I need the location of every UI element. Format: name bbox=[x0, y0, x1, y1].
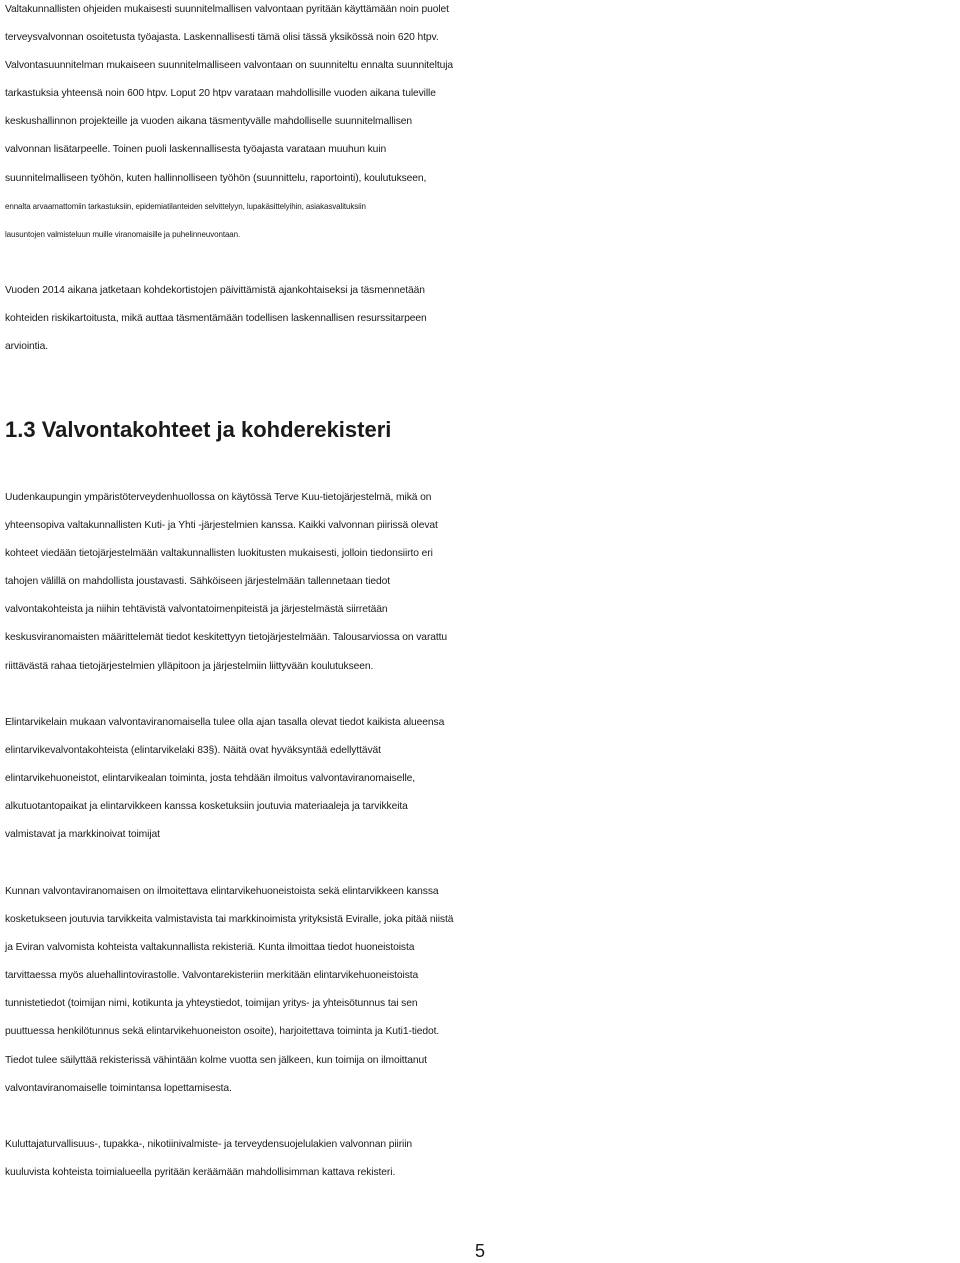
text-line: valvontaviranomaiselle toimintansa lopettamisesta. bbox=[5, 1082, 232, 1094]
text-line: ja Eviran valvomista kohteista valtakunnallista rekisteriä. Kunta ilmoittaa tiedot huoneistoista bbox=[5, 942, 415, 954]
text-line: kuuluvista kohteista toimialueella pyritään keräämään mahdollisimman kattava rekisteri. bbox=[5, 1167, 396, 1179]
text-line: lausuntojen valmisteluun muille viranomaisille ja puhelinneuvontaan. bbox=[5, 229, 241, 239]
text-line: terveysvalvonnan osoitetusta työajasta. Laskennallisesti tämä olisi tässä yksikössä noin 620 htpv. bbox=[5, 32, 439, 44]
paragraph-municipal-reporting bbox=[5, 878, 957, 1103]
text-line: Tiedot tulee säilyttää rekisterissä vähintään kolme vuotta sen jälkeen, kun toimija on ilmoittanut bbox=[5, 1054, 427, 1066]
paragraph-workload-allocation bbox=[5, 0, 957, 249]
text-line: kohteiden riskikartoitusta, mikä auttaa täsmentämään todellisen laskennallisen resurssitarpeen bbox=[5, 313, 427, 325]
text-line: Vuoden 2014 aikana jatketaan kohdekortistojen päivittämistä ajankohtaiseksi ja täsmennetään bbox=[5, 285, 425, 296]
text-line: alkutuotantopaikat ja elintarvikkeen kanssa kosketuksiin joutuvia materiaaleja ja tarvikkeita bbox=[5, 801, 408, 813]
text-line: Uudenkaupungin ympäristöterveydenhuollossa on käytössä Terve Kuu-tietojärjestelmä, mikä on bbox=[5, 492, 432, 503]
text-line: tahojen välillä on mahdollista joustavasti. Sähköiseen järjestelmään tallennetaan tiedot bbox=[5, 576, 391, 588]
text-line: tunnistetiedot (toimijan nimi, kotikunta ja yhteystiedot, toimijan yritys- ja yhteisötunnus tai sen bbox=[5, 998, 418, 1010]
text-line: Valvontasuunnitelman mukaiseen suunnitelmalliseen valvontaan on suunniteltu ennalta suunniteltuja bbox=[5, 60, 454, 72]
text-line: elintarvikevalvontakohteista (elintarvikelaki 83§). Näitä ovat hyväksyntää edellyttävät bbox=[5, 745, 381, 757]
text-line: elintarvikehuoneistot, elintarvikealan toiminta, josta tehdään ilmoitus valvontaviranomaiselle, bbox=[5, 773, 416, 785]
text-line: Kuluttajaturvallisuus-, tupakka-, nikotiinivalmiste- ja terveydensuojelulakien valvonnan piiriin bbox=[5, 1139, 413, 1150]
paragraph-consumer-safety bbox=[5, 1131, 957, 1187]
page-number: 5 bbox=[474, 1241, 485, 1261]
text-line: riittävästä rahaa tietojärjestelmien ylläpitoon ja järjestelmiin liittyvään koulutukseen. bbox=[5, 660, 374, 672]
text-line: kosketukseen joutuvia tarvikkeita valmistavista tai markkinoimista yrityksistä Eviralle, joka pitää niistä bbox=[5, 914, 454, 926]
text-line: Kunnan valvontaviranomaisen on ilmoitettava elintarvikehuoneistoista sekä elintarvikkeen kanssa bbox=[5, 886, 439, 897]
text-line: tarkastuksia yhteensä noin 600 htpv. Loput 20 htpv varataan mahdollisille vuoden aikana tuleville bbox=[5, 88, 436, 100]
text-line: keskusviranomaisten määrittelemät tiedot keskitettyyn tietojärjestelmään. Talousarviossa on varattu bbox=[5, 632, 448, 644]
text-line: Valtakunnallisten ohjeiden mukaisesti suunnitelmallisen valvontaan pyritään käyttämään noin puolet bbox=[5, 4, 449, 15]
text-line: valvonnan lisätarpeelle. Toinen puoli laskennallisesta työajasta varataan muuhun kuin bbox=[5, 144, 387, 156]
text-line: yhteensopiva valtakunnallisten Kuti- ja Yhti -järjestelmien kanssa. Kaikki valvonnan piirissä olevat bbox=[5, 520, 438, 532]
text-line: valvontakohteista ja niihin tehtävistä valvontatoimenpiteistä ja järjestelmästä siirretään bbox=[5, 604, 388, 616]
text-line: puuttuessa henkilötunnus sekä elintarvikehuoneiston osoite), harjoitettava toiminta ja Kuti1-tiedot. bbox=[5, 1026, 440, 1038]
paragraph-food-act bbox=[5, 709, 957, 849]
text-line: tarvittaessa myös aluehallintovirastolle. Valvontarekisteriin merkitään elintarvikehuoneistoista bbox=[5, 970, 419, 982]
text-line: arviointia. bbox=[5, 341, 48, 353]
section-heading: 1.3 Valvontakohteet ja kohderekisteri bbox=[5, 417, 392, 442]
text-line: valmistavat ja markkinoivat toimijat bbox=[5, 829, 160, 841]
text-line: suunnitelmalliseen työhön, kuten hallinnolliseen työhön (suunnittelu, raportointi), koulutukseen, bbox=[5, 172, 427, 184]
text-line: keskushallinnon projekteille ja vuoden aikana täsmentyvälle mahdolliselle suunnitelmallisen bbox=[5, 116, 413, 128]
paragraph-registry-update bbox=[5, 277, 957, 361]
text-line: ennalta arvaamattomiin tarkastuksiin, epidemiatilanteiden selvittelyyn, lupakäsittelyihin, asiakasvalituksiin bbox=[5, 201, 366, 211]
paragraph-information-system bbox=[5, 484, 957, 681]
text-line: kohteet viedään tietojärjestelmään valtakunnallisten luokitusten mukaisesti, jolloin tiedonsiirto eri bbox=[5, 548, 433, 560]
text-line: Elintarvikelain mukaan valvontaviranomaisella tulee olla ajan tasalla olevat tiedot kaikista alueensa bbox=[5, 717, 445, 728]
